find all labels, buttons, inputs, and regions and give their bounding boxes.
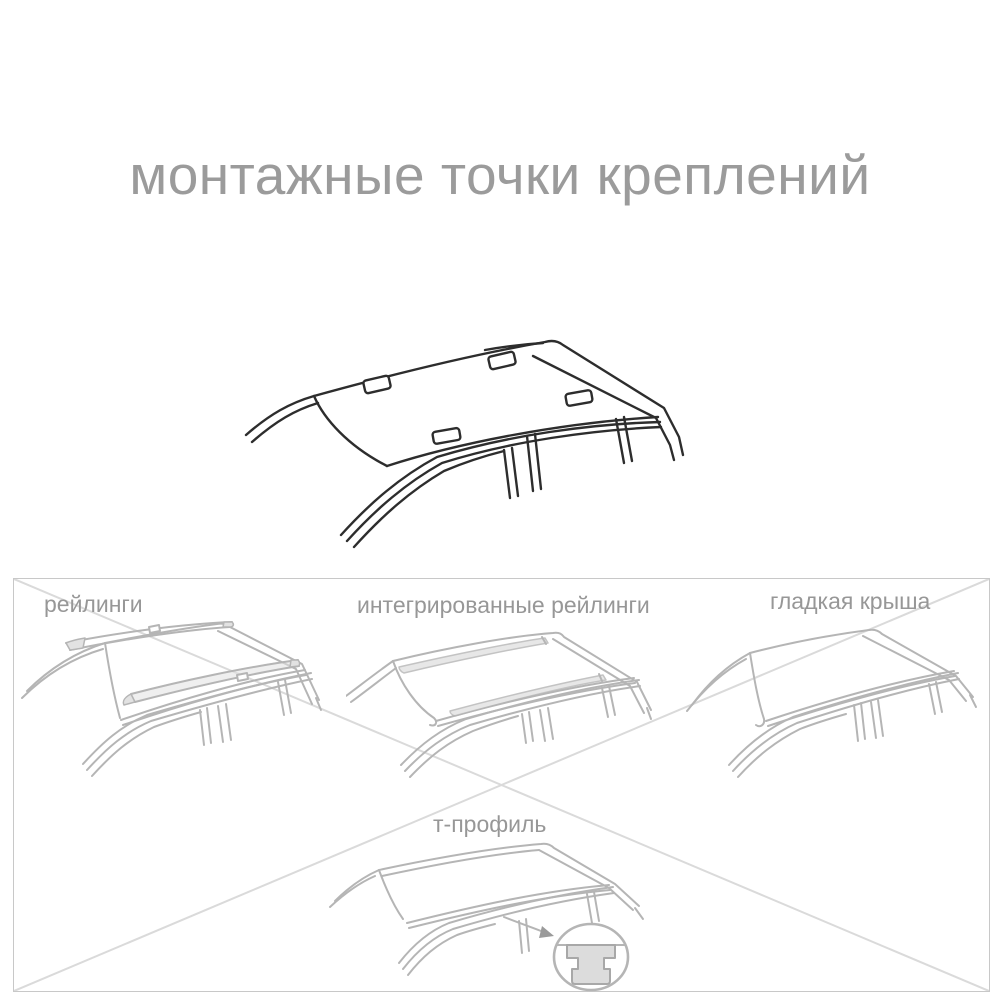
- roof-type-label-smooth: гладкая крыша: [770, 588, 931, 614]
- roof-type-label-railings: рейлинги: [44, 591, 143, 617]
- railings-roof-diagram: [21, 611, 341, 801]
- t-profile-cross-section-magnifier: [554, 924, 628, 990]
- main-roof-mounting-points-diagram: [230, 315, 700, 570]
- mounting-point-marker: [363, 375, 391, 394]
- page-title: монтажные точки креплений: [129, 144, 871, 206]
- magnifier-arrow: [504, 917, 554, 938]
- roof-types-panel: [13, 578, 990, 992]
- smooth-roof-diagram: [686, 613, 996, 803]
- t-profile-roof-diagram: [291, 839, 711, 995]
- mounting-point-marker: [565, 390, 593, 406]
- integrated-railings-roof-diagram: [346, 616, 676, 806]
- raised-rails: [66, 622, 300, 705]
- main-roof-outline: [246, 341, 683, 547]
- roof-type-label-tprofile: т-профиль: [433, 811, 547, 837]
- roof-type-label-integrated: интегрированные рейлинги: [357, 592, 650, 618]
- mounting-point-marker: [432, 428, 461, 445]
- mounting-point-marker: [488, 351, 516, 370]
